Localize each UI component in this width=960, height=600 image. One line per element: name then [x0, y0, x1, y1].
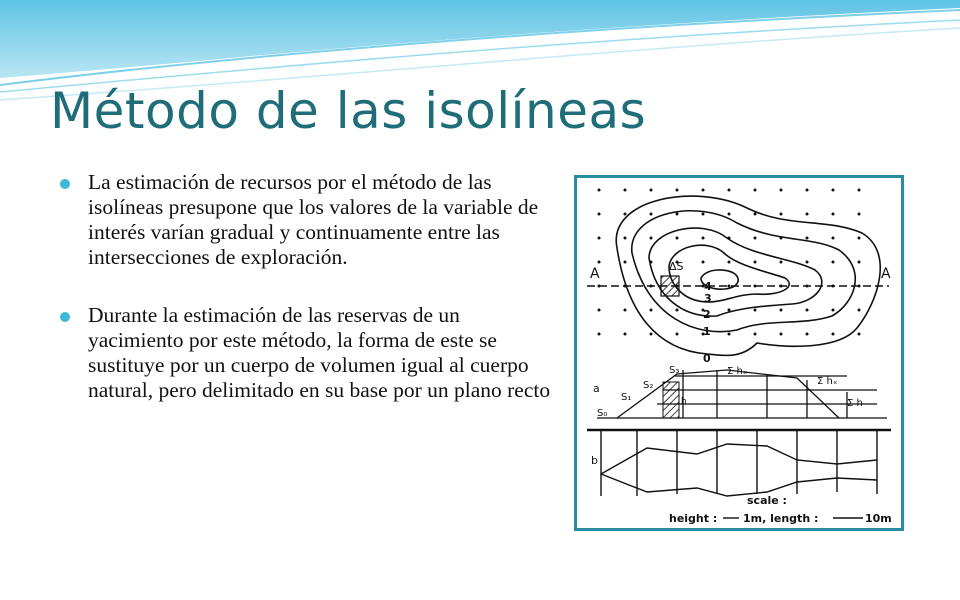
contour-line-0 [616, 196, 880, 355]
profile-label-hx-mid: Σ hₓ [727, 366, 748, 377]
profile-hatched-column [663, 382, 679, 418]
exploration-point [806, 189, 809, 192]
slide-title: Método de las isolíneas [50, 82, 647, 140]
contour-label-4: 4 [704, 280, 712, 293]
exploration-point [806, 237, 809, 240]
exploration-point [598, 189, 601, 192]
bullet-item [60, 170, 560, 270]
exploration-point [728, 285, 731, 288]
exploration-point [806, 213, 809, 216]
profile-label-b: b [591, 454, 598, 467]
profile-label-s2: S₂ [643, 380, 654, 391]
exploration-point [780, 213, 783, 216]
delta-s-label: ΔS [669, 260, 684, 273]
exploration-point [598, 333, 601, 336]
exploration-point [832, 237, 835, 240]
exploration-point [702, 261, 705, 264]
exploration-point [676, 309, 679, 312]
exploration-point [676, 237, 679, 240]
scale-length-value: 10m [865, 512, 892, 525]
profile-label-s3: S₃ [669, 365, 680, 376]
exploration-point [832, 309, 835, 312]
exploration-point [728, 189, 731, 192]
exploration-point [754, 309, 757, 312]
exploration-point [598, 213, 601, 216]
exploration-point [832, 213, 835, 216]
profile-b [587, 430, 891, 496]
profile-label-h-small: h [681, 397, 687, 407]
exploration-point [858, 333, 861, 336]
exploration-point [858, 213, 861, 216]
exploration-point [676, 213, 679, 216]
exploration-point-grid [598, 189, 861, 336]
exploration-point [598, 309, 601, 312]
exploration-point [598, 237, 601, 240]
exploration-point [728, 213, 731, 216]
scale-title: scale : [747, 494, 787, 507]
bullet-text: Durante la estimación de las reservas de un yacimiento por este método, la forma de este se sustituye por un cuerpo de volumen igual al cuerpo natural, pero delimitado en su base por un plano recto [88, 303, 551, 402]
contour-lines [616, 196, 880, 355]
exploration-point [650, 333, 653, 336]
contour-label-3: 3 [704, 292, 712, 305]
exploration-point [832, 261, 835, 264]
exploration-point [754, 333, 757, 336]
exploration-point [650, 237, 653, 240]
exploration-point [806, 333, 809, 336]
exploration-point [624, 309, 627, 312]
exploration-point [780, 309, 783, 312]
section-marker-right: A [881, 266, 891, 282]
bullet-text: La estimación de recursos por el método de las isolíneas presupone que los valores de la variable de interés varían gradual y continuamente entre las intersecciones de exploración. [88, 170, 539, 269]
exploration-point [624, 261, 627, 264]
exploration-point [858, 261, 861, 264]
contour-line-3 [669, 245, 789, 302]
exploration-point [858, 189, 861, 192]
exploration-point [650, 213, 653, 216]
exploration-point [624, 213, 627, 216]
contour-label-1: 1 [703, 325, 711, 338]
exploration-point [780, 261, 783, 264]
profile-label-s1: S₁ [621, 392, 632, 403]
bullet-dot-icon [60, 179, 70, 189]
profile-b-lower-curve [601, 474, 877, 496]
exploration-point [832, 189, 835, 192]
profile-label-h-right: Σ h [847, 398, 863, 409]
scale-height-label: height : [669, 512, 718, 525]
exploration-point [806, 309, 809, 312]
isoline-diagram-drawing [577, 178, 901, 528]
exploration-point [624, 333, 627, 336]
exploration-point [780, 333, 783, 336]
exploration-point [754, 213, 757, 216]
exploration-point [858, 309, 861, 312]
contour-label-2: 2 [703, 308, 711, 321]
exploration-point [676, 189, 679, 192]
profile-b-upper-curve [601, 444, 877, 474]
bullet-list [60, 170, 560, 403]
exploration-point [728, 333, 731, 336]
contour-label-0: 0 [703, 352, 711, 365]
exploration-point [702, 189, 705, 192]
exploration-point [702, 237, 705, 240]
exploration-point [780, 189, 783, 192]
profile-a [597, 370, 887, 418]
exploration-point [754, 261, 757, 264]
hatched-block-delta-s [661, 276, 679, 296]
exploration-point [598, 261, 601, 264]
scale-height-value: 1m, length : [743, 512, 819, 525]
bullet-dot-icon [60, 312, 70, 322]
exploration-point [650, 189, 653, 192]
bullet-item [60, 303, 560, 403]
exploration-point [754, 237, 757, 240]
exploration-point [702, 213, 705, 216]
exploration-point [676, 333, 679, 336]
exploration-point [624, 189, 627, 192]
profile-label-hx-right: Σ hₓ [817, 376, 838, 387]
exploration-point [858, 237, 861, 240]
profile-label-s0: S₀ [597, 408, 608, 419]
section-marker-left: A [590, 266, 600, 282]
exploration-point [806, 261, 809, 264]
exploration-point [624, 237, 627, 240]
exploration-point [650, 309, 653, 312]
exploration-point [832, 333, 835, 336]
isoline-diagram [574, 175, 904, 531]
exploration-point [754, 189, 757, 192]
profile-a-outline [617, 370, 839, 418]
exploration-point [728, 261, 731, 264]
profile-label-a: a [593, 382, 600, 395]
contour-line-1 [632, 211, 856, 332]
